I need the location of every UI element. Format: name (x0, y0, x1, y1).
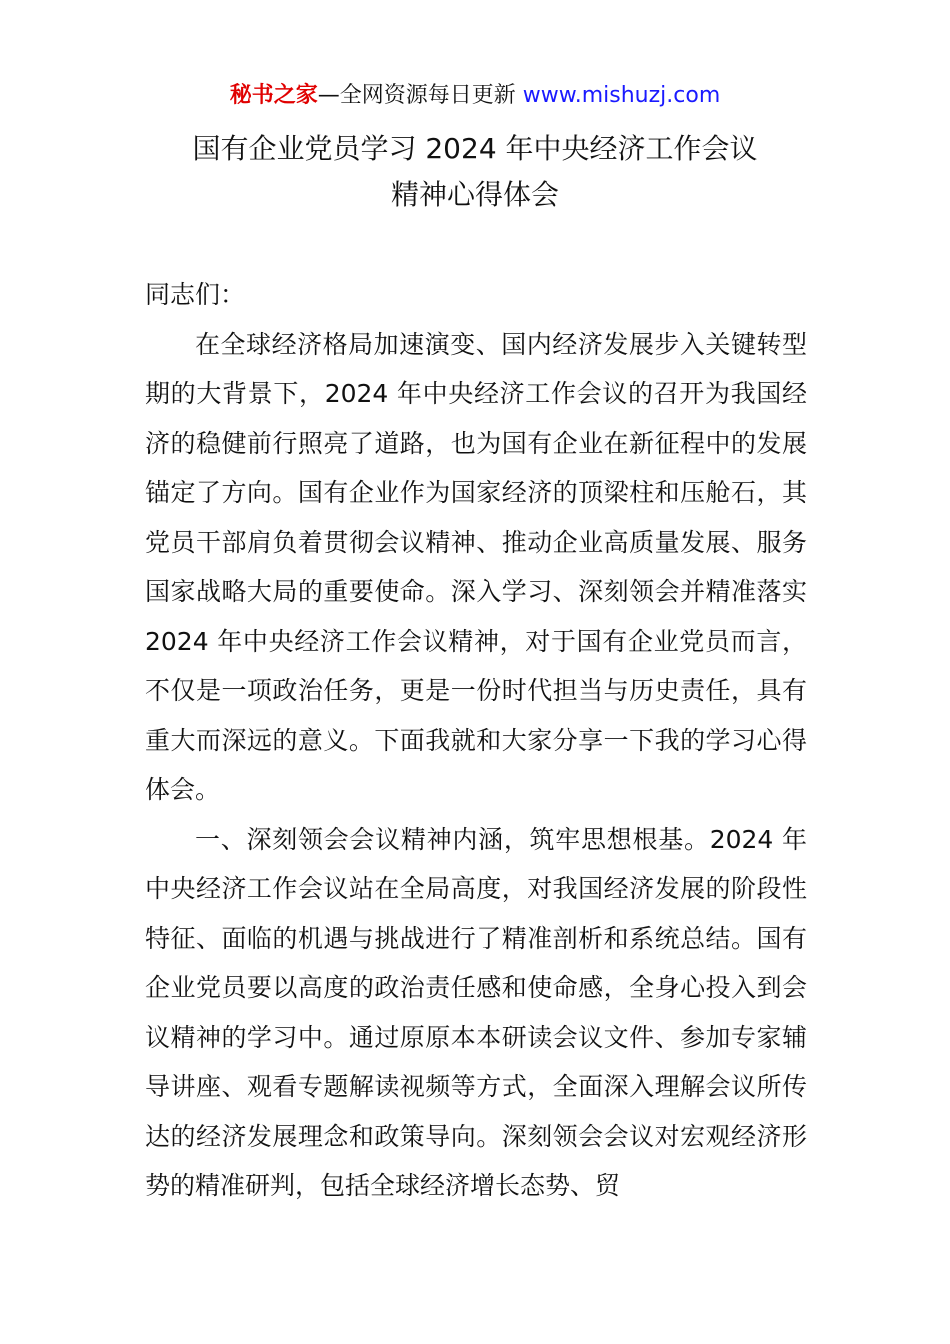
paragraph-intro: 在全球经济格局加速演变、国内经济发展步入关键转型期的大背景下，2024 年中央经济工作会议的召开为我国经济的稳健前行照亮了道路，也为国有企业在新征程中的发展锚定了方向。国有企业作为国家经济的顶梁柱和压舱石，其党员干部肩负着贯彻会议精神、推动企业高质量发展、服务国家战略大局的重要使命。深入学习、深刻领会并精准落实 2024 年中央经济工作会议精神，对于国有企业党员而言，不仅是一项政治任务，更是一份时代担当与历史责任，具有重大而深远的意义。下面我就和大家分享一下我的学习心得体会。 (145, 329, 807, 804)
paragraph-section-1: 一、深刻领会会议精神内涵，筑牢思想根基。2024 年中央经济工作会议站在全局高度，对我国经济发展的阶段性特征、面临的机遇与挑战进行了精准剖析和系统总结。国有企业党员要以高度的政治责任感和使命感，全身心投入到会议精神的学习中。通过原原本本研读会议文件、参加专家辅导讲座、观看专题解读视频等方式，全面深入理解会议所传达的经济发展理念和政策导向。深刻领会会议对宏观经济形势的精准研判，包括全球经济增长态势、贸 (145, 824, 807, 1200)
brand-name: 秘书之家 (229, 83, 318, 108)
title-line-1: 国有企业党员学习 2024 年中央经济工作会议 (192, 132, 758, 165)
site-url[interactable]: www.mishuzj.com (522, 83, 721, 108)
title-line-2: 精神心得体会 (390, 178, 559, 211)
site-header (0, 80, 950, 112)
salutation: 同志们： (145, 280, 246, 309)
document-body (145, 270, 807, 1211)
document-title (0, 126, 950, 218)
header-tagline: —全网资源每日更新 (317, 83, 523, 108)
